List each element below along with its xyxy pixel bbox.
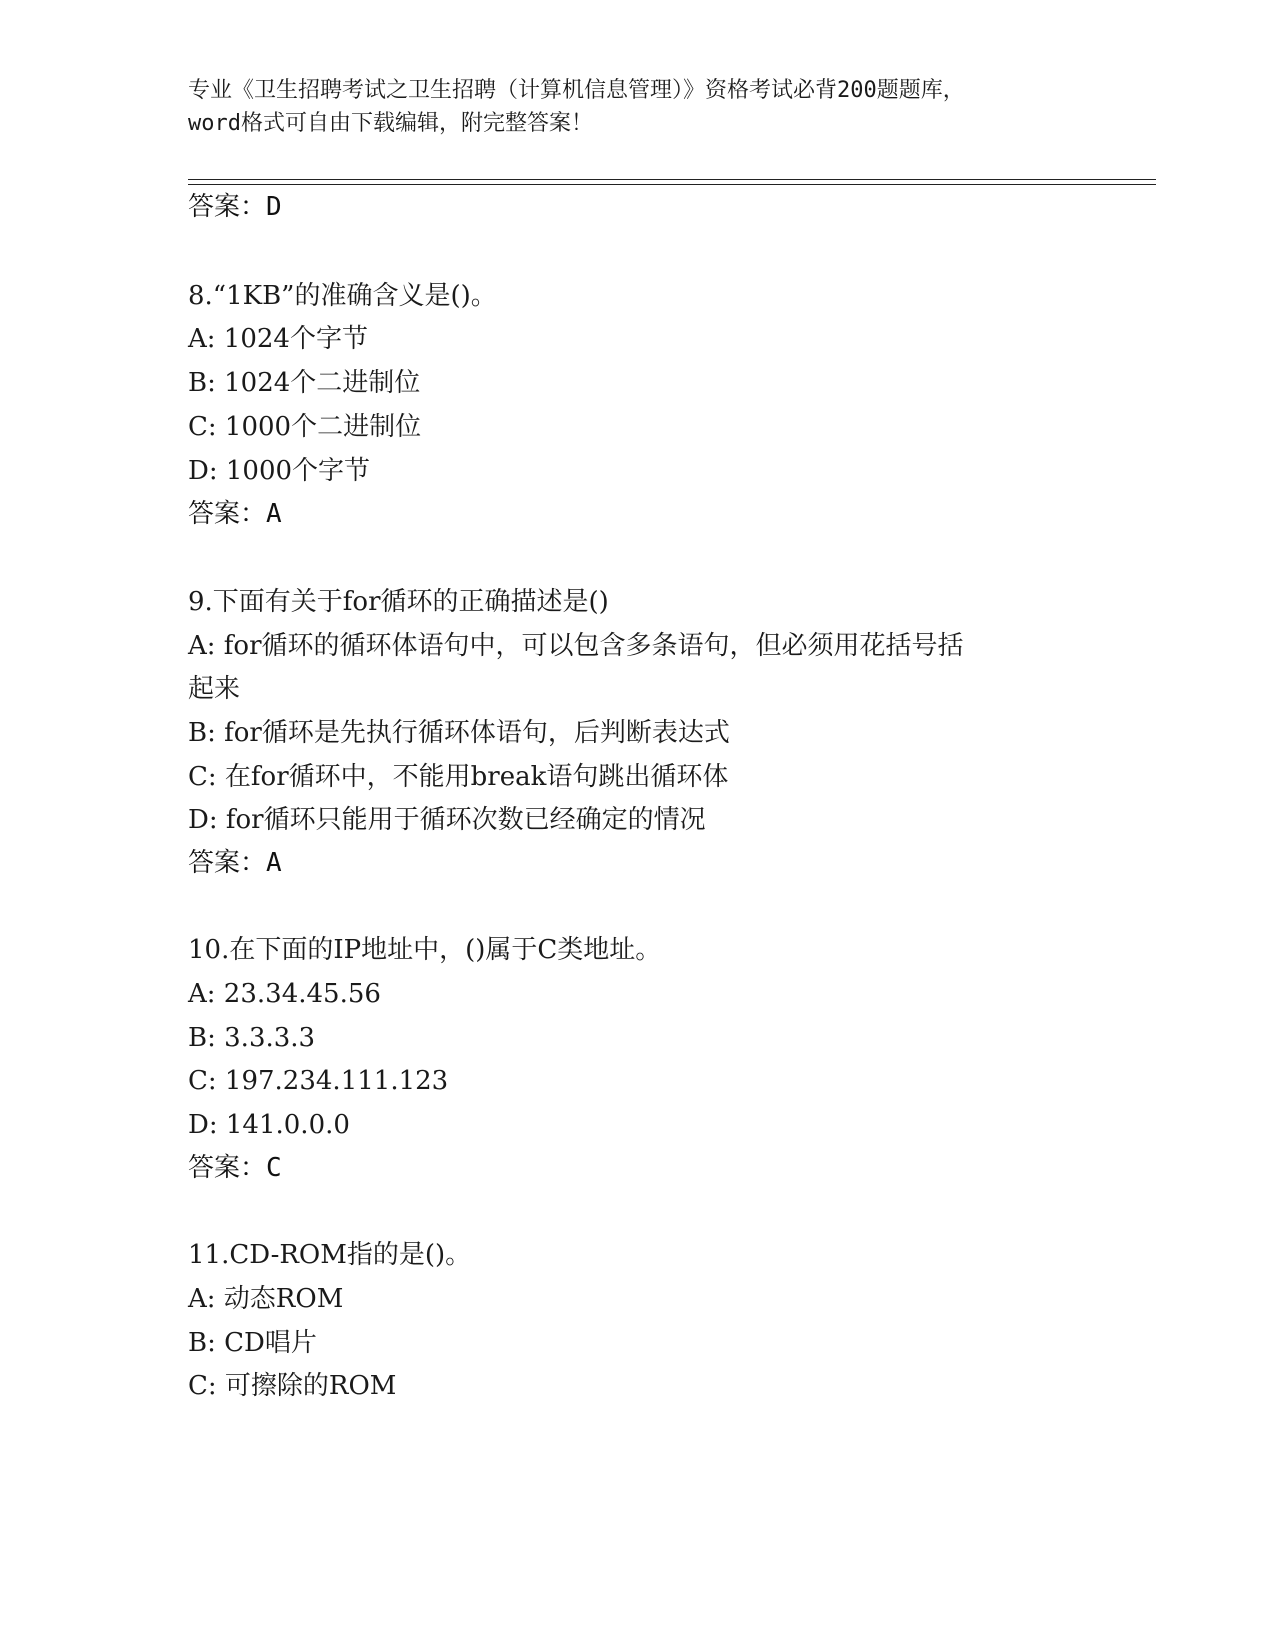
q10-option-b: B: 3.3.3.3 [188, 1023, 316, 1053]
q8-option-d: D: 1000个字节 [188, 456, 371, 486]
q9-option-a: A: for循环的循环体语句中，可以包含多条语句，但必须用花括号括 [188, 631, 964, 661]
q9-option-d: D: for循环只能用于循环次数已经确定的情况 [188, 805, 706, 835]
q10-option-a: A: 23.34.45.56 [188, 979, 381, 1009]
question-9: 9.下面有关于for循环的正确描述是() [188, 587, 609, 617]
q9-option-c: C: 在for循环中，不能用break语句跳出循环体 [188, 762, 729, 792]
q10-option-d: D: 141.0.0.0 [188, 1110, 350, 1140]
q8-option-b: B: 1024个二进制位 [188, 368, 421, 398]
answer-label: 答案：D [188, 192, 282, 222]
q11-option-a: A: 动态ROM [188, 1284, 344, 1314]
q11-option-c: C: 可擦除的ROM [188, 1371, 397, 1401]
question-11: 11.CD-ROM指的是()。 [188, 1240, 472, 1270]
q9-option-a-continued: 起来 [188, 674, 241, 704]
question-8: 8.“1KB”的准确含义是()。 [188, 281, 497, 311]
header-divider-top [188, 179, 1156, 180]
header-line-2: word格式可自由下载编辑，附完整答案！ [188, 111, 593, 136]
q9-option-b: B: for循环是先执行循环体语句，后判断表达式 [188, 718, 730, 748]
q8-option-c: C: 1000个二进制位 [188, 412, 422, 442]
header-divider-bottom [188, 184, 1156, 185]
document-header [188, 74, 1088, 140]
q9-answer: 答案：A [188, 848, 282, 878]
q8-option-a: A: 1024个字节 [188, 324, 368, 354]
q10-answer: 答案：C [188, 1153, 282, 1183]
q10-option-c: C: 197.234.111.123 [188, 1066, 449, 1096]
header-line-1: 专业《卫生招聘考试之卫生招聘（计算机信息管理）》资格考试必背200题题库， [188, 78, 965, 103]
q11-option-b: B: CD唱片 [188, 1328, 317, 1358]
q8-answer: 答案：A [188, 499, 282, 529]
question-10: 10.在下面的IP地址中，()属于C类地址。 [188, 935, 662, 965]
